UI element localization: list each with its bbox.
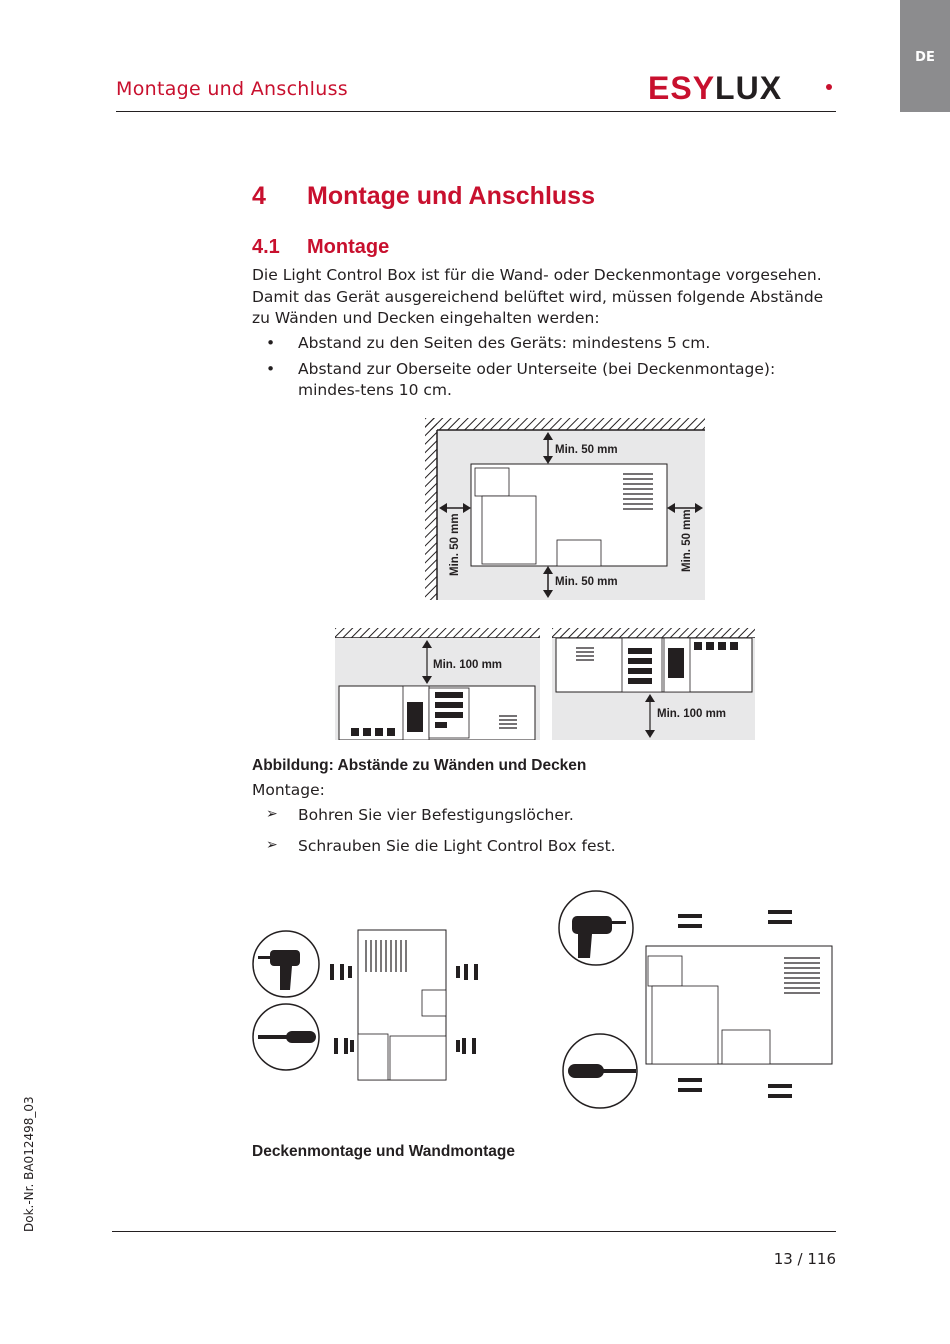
- wall-mounting-diagram: [556, 888, 842, 1118]
- spacing-requirements-list: [252, 333, 842, 406]
- step-text: Schrauben Sie die Light Control Box fest.: [298, 837, 616, 855]
- label-ceiling-clearance-1: Min. 100 mm: [433, 659, 503, 671]
- chapter-heading: [252, 182, 595, 211]
- chapter-number: 4: [252, 182, 266, 210]
- intro-paragraph: Die Light Control Box ist für die Wand- oder Deckenmontage vorgesehen. Damit das Gerät ausgereichend belüftet wird, müssen folgende Abstände zu Wänden und Decken eingehalten werden:: [252, 266, 824, 327]
- document-number: Dok.-Nr. BA012498_03: [22, 1096, 36, 1232]
- logo-part-esy: ESY: [648, 70, 716, 106]
- list-item: [252, 806, 616, 837]
- clearance-ceiling-diagram-2: [552, 628, 755, 740]
- list-item: • Abstand zur Oberseite oder Unterseite (bei Deckenmontage): mindes-tens 10 cm.: [252, 359, 842, 402]
- section-number: 4.1: [252, 236, 280, 258]
- arrowhead-bullet-icon: ➢: [266, 806, 278, 822]
- arrowhead-bullet-icon: ➢: [266, 837, 278, 853]
- figure-caption-mounting: Deckenmontage und Wandmontage: [252, 1143, 515, 1160]
- logo-part-lux: LUX: [715, 70, 783, 106]
- mounting-steps-list: [252, 806, 616, 868]
- list-item: • Abstand zu den Seiten des Geräts: mindestens 5 cm.: [252, 333, 842, 355]
- language-tab: DE: [900, 0, 950, 112]
- montage-label: Montage:: [252, 781, 325, 799]
- label-ceiling-clearance-2: Min. 100 mm: [657, 708, 727, 720]
- figure-caption-clearances: Abbildung: Abstände zu Wänden und Decken: [252, 757, 587, 774]
- label-right-clearance: Min. 50 mm: [681, 509, 693, 572]
- section-heading: [252, 236, 389, 259]
- list-item: [252, 837, 616, 868]
- esylux-logo: [648, 70, 782, 107]
- page-number: 13 / 116: [773, 1250, 836, 1268]
- label-top-clearance: Min. 50 mm: [555, 444, 618, 456]
- step-text: Bohren Sie vier Befestigungslöcher.: [298, 806, 574, 824]
- clearance-wall-diagram: [425, 418, 705, 600]
- logo-dot-icon: [826, 84, 832, 90]
- section-title: Montage: [307, 236, 390, 258]
- ceiling-mounting-diagram: [250, 920, 490, 1090]
- clearance-ceiling-diagram-1: [335, 628, 540, 740]
- chapter-title: Montage und Anschluss: [307, 182, 595, 210]
- footer-divider: [112, 1231, 836, 1232]
- header-divider: [116, 111, 836, 112]
- label-bottom-clearance: Min. 50 mm: [555, 576, 618, 588]
- header-section-title: Montage und Anschluss: [116, 78, 348, 100]
- label-left-clearance: Min. 50 mm: [449, 513, 461, 576]
